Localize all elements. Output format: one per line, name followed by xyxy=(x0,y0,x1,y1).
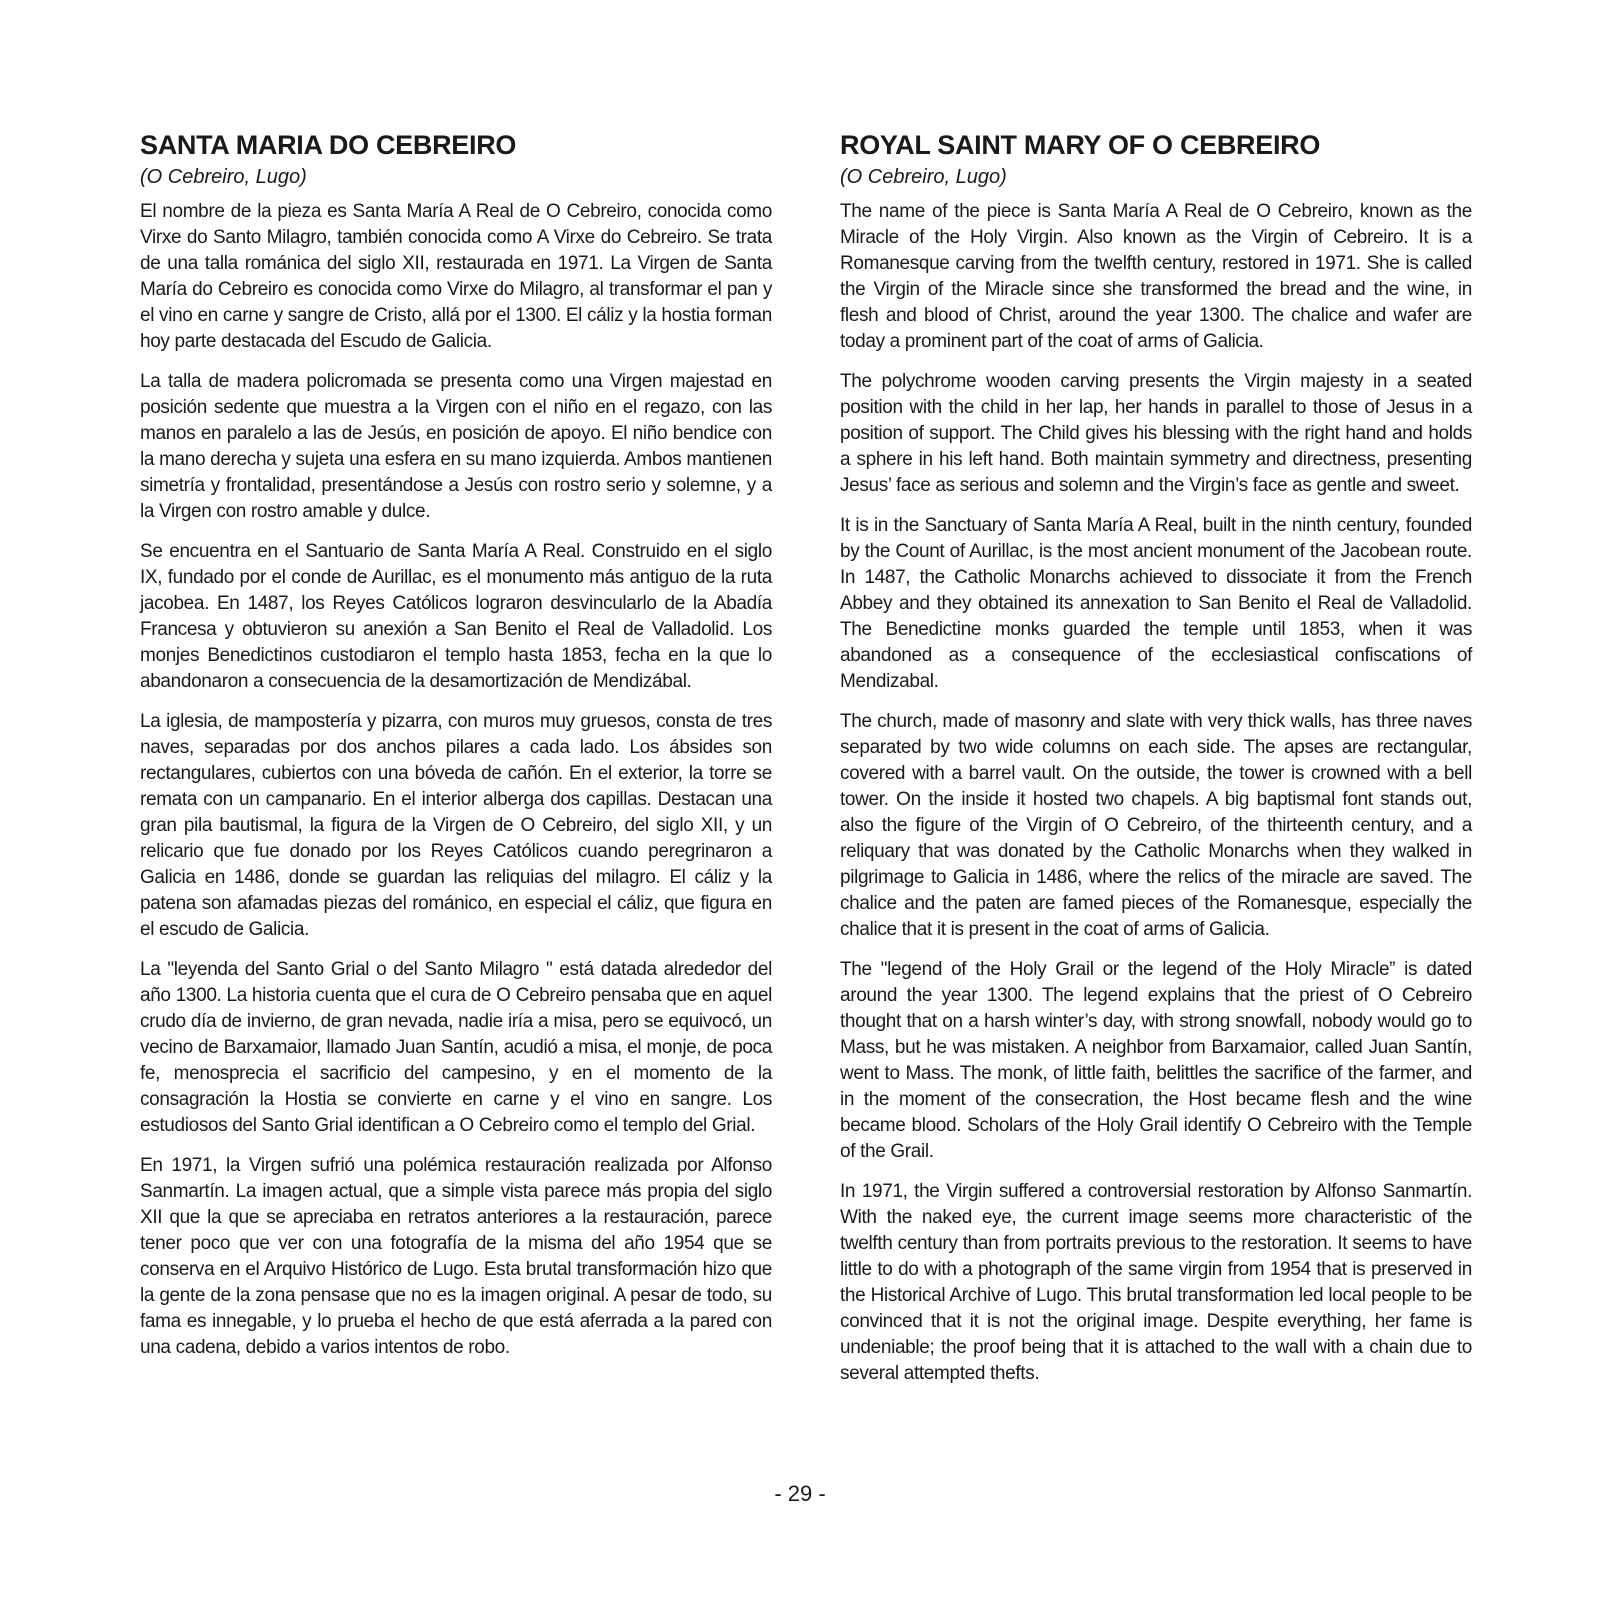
spanish-paragraph-5: La "leyenda del Santo Grial o del Santo Milagro " está datada alrededor del año 1300. La historia cuenta que el cura de O Cebreiro pensaba que en aquel crudo día de invierno, de gran nevada, nadie iría a misa, pero se equivocó, un vecino de Barxamaior, llamado Juan Santín, acudió a misa, el monje, de poca fe, menosprecia el sacrificio del campesino, y en el momento de la consagración la Hostia se convierte en carne y el vino en sangre. Los estudiosos del Santo Grial identifican a O Cebreiro como el templo del Grial. xyxy=(140,959,772,1136)
spanish-subtitle: (O Cebreiro, Lugo) xyxy=(140,166,307,188)
english-title: ROYAL SAINT MARY OF O CEBREIRO xyxy=(840,130,1321,160)
english-subtitle: (O Cebreiro, Lugo) xyxy=(840,166,1007,188)
spanish-paragraph-2: La talla de madera policromada se presenta como una Virgen majestad en posición sedente que muestra a la Virgen con el niño en el regazo, con las manos en paralelo a las de Jesús, en posición de apoyo. El niño bendice con la mano derecha y sujeta una esfera en su mano izquierda. Ambos mantienen simetría y frontalidad, presentándose a Jesús con rostro serio y solemne, y a la Virgen con rostro amable y dulce. xyxy=(140,371,772,522)
english-paragraph-1: The name of the piece is Santa María A Real de O Cebreiro, known as the Miracle of the Holy Virgin. Also known as the Virgin of Cebreiro. It is a Romanesque carving from the twelfth century, restored in 1971. She is called the Virgin of the Miracle since she transformed the bread and the wine, in flesh and blood of Christ, around the year 1300. The chalice and wafer are today a prominent part of the coat of arms of Galicia. xyxy=(840,201,1472,352)
english-column xyxy=(840,128,1472,1401)
english-paragraph-4: The church, made of masonry and slate with very thick walls, has three naves separated by two wide columns on each side. The apses are rectangular, covered with a barrel vault. On the outside, the tower is crowned with a bell tower. On the inside it hosted two chapels. A big baptismal font stands out, also the figure of the Virgin of O Cebreiro, of the thirteenth century, and a reliquary that was donated by the Catholic Monarchs when they walked in pilgrimage to Galicia in 1486, where the relics of the miracle are saved. The chalice and the paten are famed pieces of the Romanesque, especially the chalice that it is present in the coat of arms of Galicia. xyxy=(840,711,1472,940)
english-paragraph-3: It is in the Sanctuary of Santa María A Real, built in the ninth century, founded by the Count of Aurillac, is the most ancient monument of the Jacobean route. In 1487, the Catholic Monarchs achieved to dissociate it from the French Abbey and they obtained its annexation to San Benito el Real de Valladolid. The Benedictine monks guarded the temple until 1853, when it was abandoned as a consequence of the ecclesiastical confiscations of Mendizabal. xyxy=(840,515,1472,692)
english-paragraph-2: The polychrome wooden carving presents the Virgin majesty in a seated position with the child in her lap, her hands in parallel to those of Jesus in a position of support. The Child gives his blessing with the right hand and holds a sphere in his left hand. Both maintain symmetry and directness, presenting Jesus’ face as serious and solemn and the Virgin’s face as gentle and sweet. xyxy=(840,371,1472,496)
spanish-paragraph-4: La iglesia, de mampostería y pizarra, con muros muy gruesos, consta de tres naves, separadas por dos anchos pilares a cada lado. Los ábsides son rectangulares, cubiertos con una bóveda de cañón. En el exterior, la torre se remata con un campanario. En el interior alberga dos capillas. Destacan una gran pila bautismal, la figura de la Virgen de O Cebreiro, del siglo XII, y un relicario que fue donado por los Reyes Católicos cuando peregrinaron a Galicia en 1486, donde se guardan las reliquias del milagro. El cáliz y la patena son afamadas piezas del románico, en especial el cáliz, que figura en el escudo de Galicia. xyxy=(140,711,772,940)
page-number: - 29 - xyxy=(774,1481,826,1506)
spanish-title: SANTA MARIA DO CEBREIRO xyxy=(140,130,517,160)
spanish-paragraph-3: Se encuentra en el Santuario de Santa María A Real. Construido en el siglo IX, fundado por el conde de Aurillac, es el monumento más antiguo de la ruta jacobea. En 1487, los Reyes Católicos lograron desvincularlo de la Abadía Francesa y obtuvieron su anexión a San Benito el Real de Valladolid. Los monjes Benedictinos custodiaron el templo hasta 1853, fecha en la que lo abandonaron a consecuencia de la desamortización de Mendizábal. xyxy=(140,541,772,692)
english-paragraph-6: In 1971, the Virgin suffered a controversial restoration by Alfonso Sanmartín. With the naked eye, the current image seems more characteristic of the twelfth century than from portraits previous to the restoration. It seems to have little to do with a photograph of the same virgin from 1954 that is preserved in the Historical Archive of Lugo. This brutal transformation led local people to be convinced that it is not the original image. Despite everything, her fame is undeniable; the proof being that it is attached to the wall with a chain due to several attempted thefts. xyxy=(840,1181,1472,1384)
spanish-paragraph-1: El nombre de la pieza es Santa María A Real de O Cebreiro, conocida como Virxe do Santo Milagro, también conocida como A Virxe do Cebreiro. Se trata de una talla románica del siglo XII, restaurada en 1971. La Virgen de Santa María do Cebreiro es conocida como Virxe do Milagro, al transformar el pan y el vino en carne y sangre de Cristo, allá por el 1300. El cáliz y la hostia forman hoy parte destacada del Escudo de Galicia. xyxy=(140,201,772,352)
english-paragraph-5: The "legend of the Holy Grail or the legend of the Holy Miracle” is dated around the year 1300. The legend explains that the priest of O Cebreiro thought that on a harsh winter’s day, with strong snowfall, nobody would go to Mass, but he was mistaken. A neighbor from Barxamaior, called Juan Santín, went to Mass. The monk, of little faith, belittles the sacrifice of the farmer, and in the moment of the consecration, the Host became flesh and the wine became blood. Scholars of the Holy Grail identify O Cebreiro with the Temple of the Grail. xyxy=(840,959,1472,1162)
spanish-paragraph-6: En 1971, la Virgen sufrió una polémica restauración realizada por Alfonso Sanmartín. La imagen actual, que a simple vista parece más propia del siglo XII que la que se apreciaba en retratos anteriores a la restauración, parece tener poco que ver con una fotografía de la misma del año 1954 que se conserva en el Arquivo Histórico de Lugo. Esta brutal transformación hizo que la gente de la zona pensase que no es la imagen original. A pesar de todo, su fama es innegable, y lo prueba el hecho de que está aferrada a la pared con una cadena, debido a varios intentos de robo. xyxy=(140,1155,772,1358)
spanish-column xyxy=(140,128,772,1375)
